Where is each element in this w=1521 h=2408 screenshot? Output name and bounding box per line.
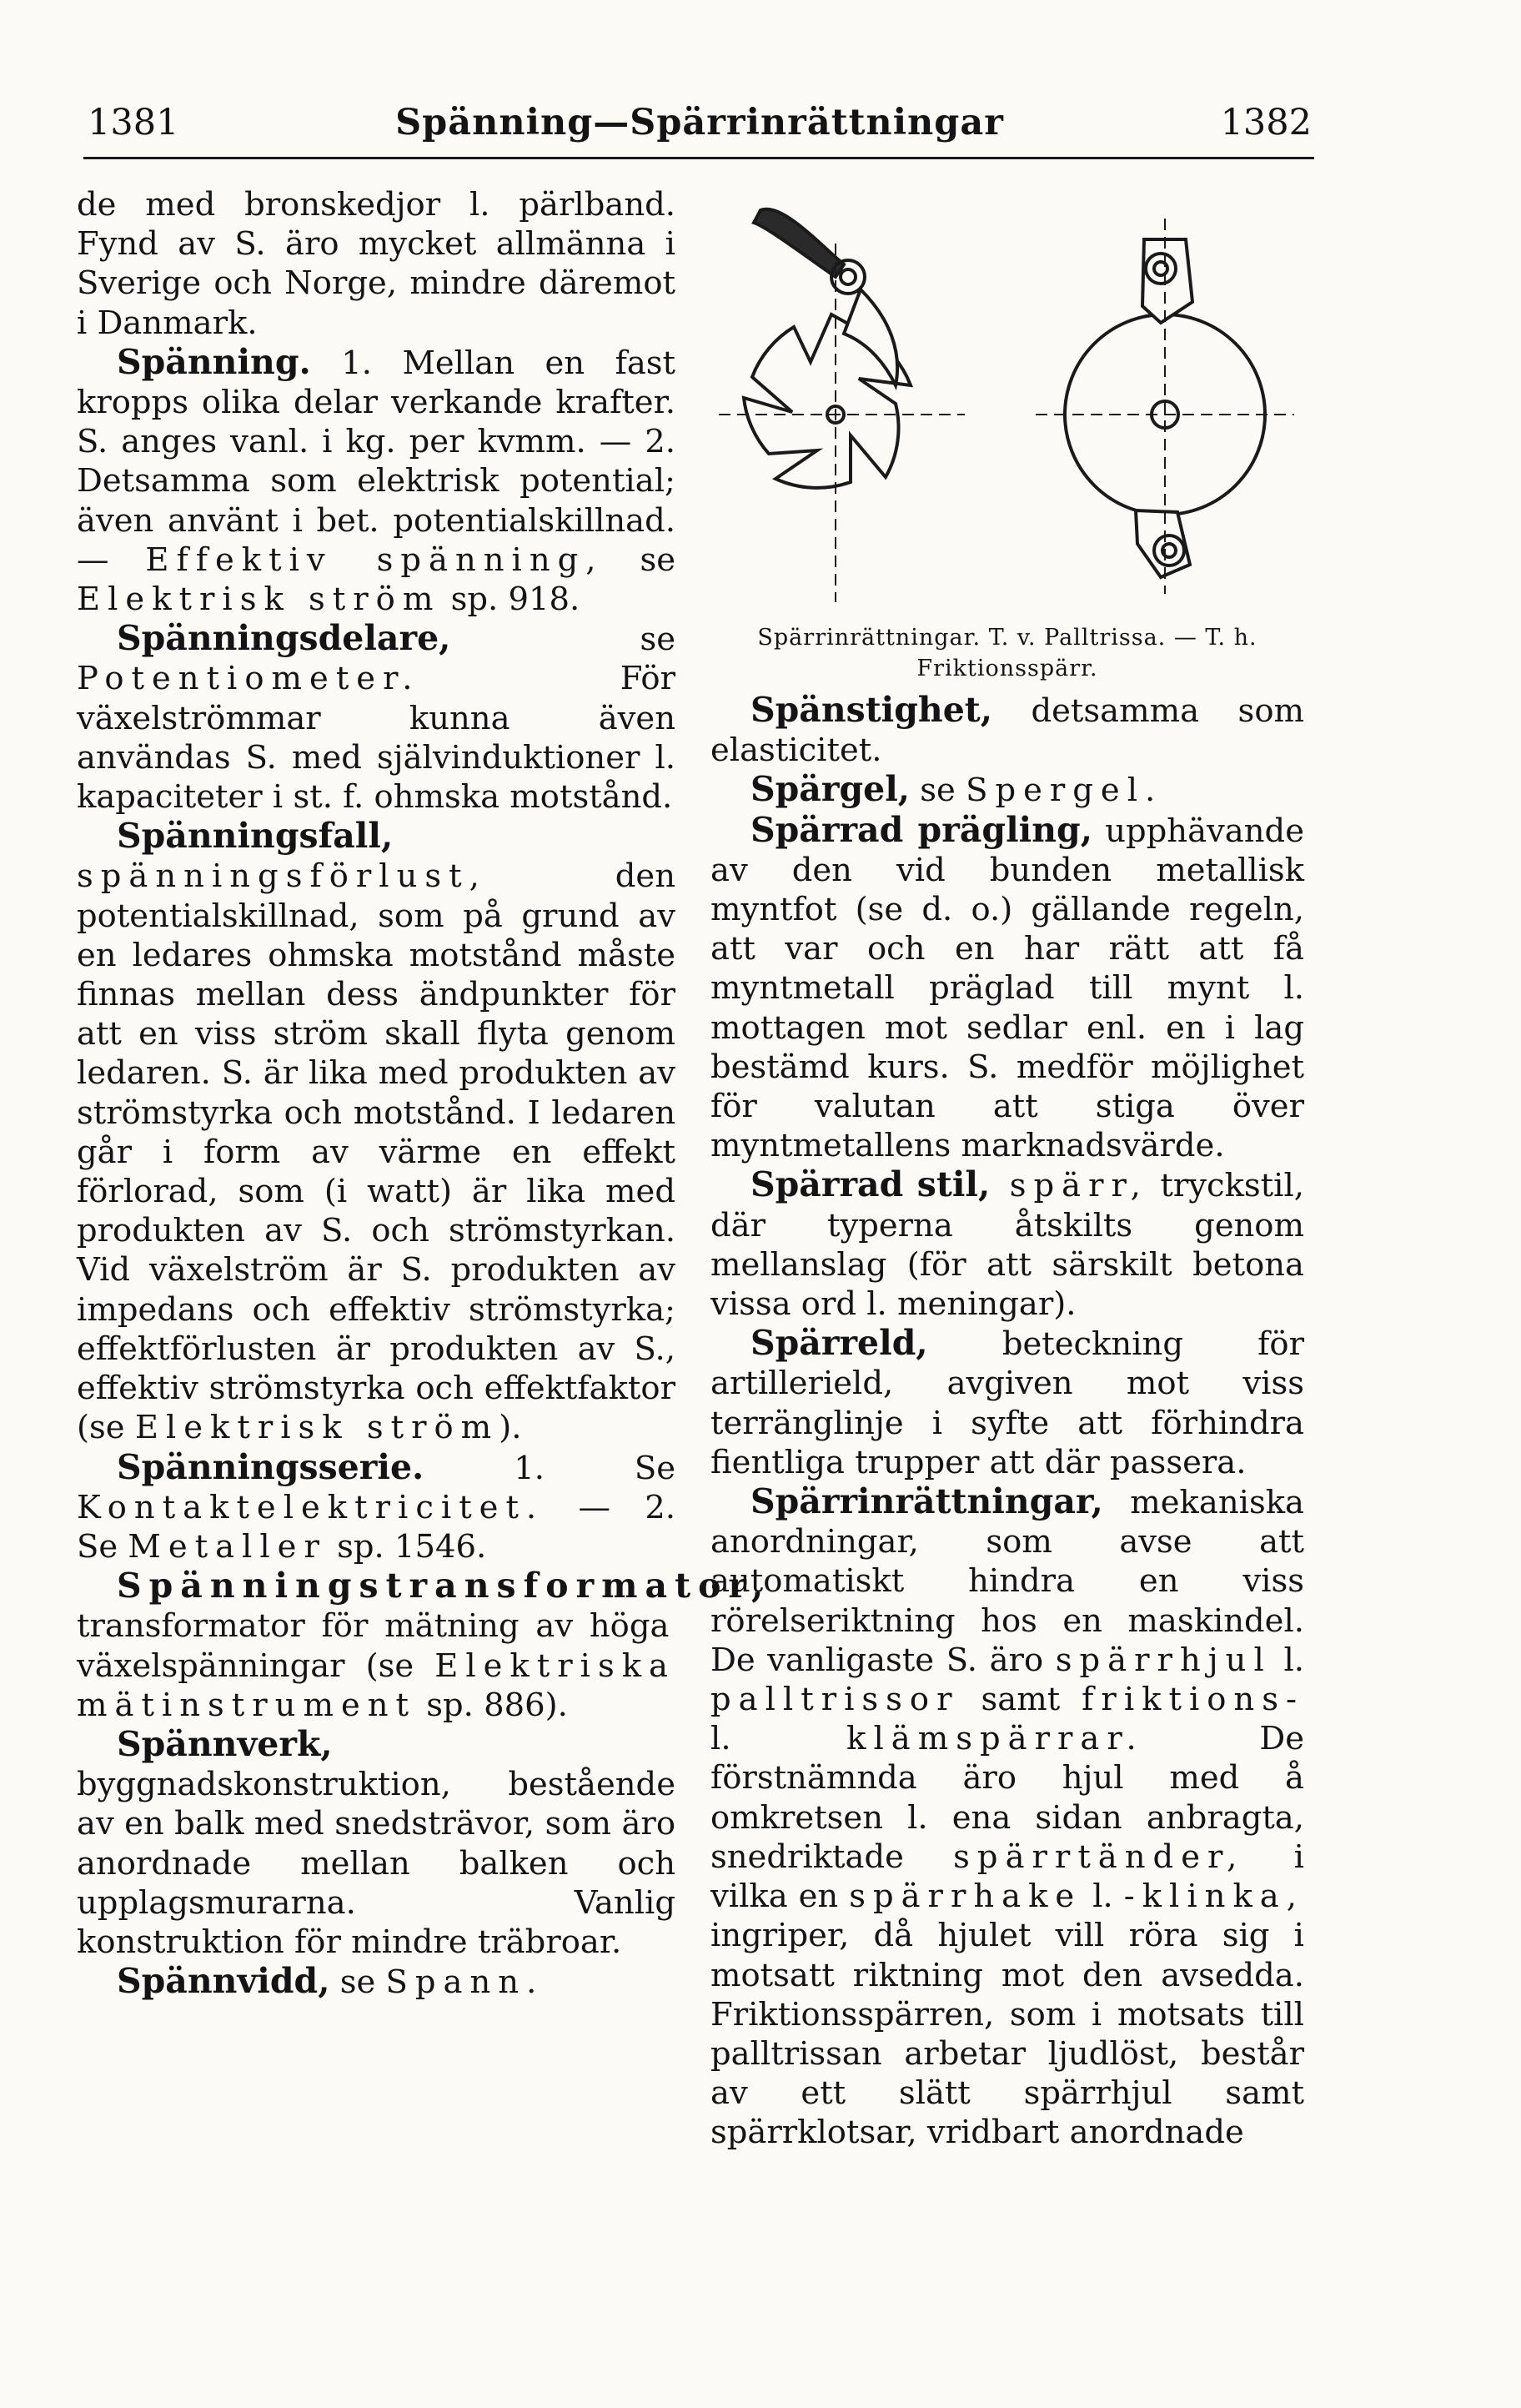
- entry-spanningsfall: Spänningsfall, spänningsförlust, den potentialskillnad, som på grund av en ledares ohmska motstånd måste finnas mellan dess ändpunkter för att en viss ström skall flyta genom ledaren. S. är lika med produkten av strömstyrka och motstånd. I ledaren går i form av värme en effekt förlorad, som (i watt) är lika med produkten av S. och strömstyrkan. Vid växelström är S. produkten av impedans och effektiv strömstyrka; effektförlusten är produkten av S., effektiv strömstyrka och effektfaktor (se Elektrisk ström).: [77, 816, 675, 1447]
- entry-spannvidd: Spännvidd, se Spann.: [117, 1961, 545, 2002]
- ratchet-illustration: [710, 185, 1304, 619]
- left-column: [77, 185, 771, 2002]
- entry-spanningstransformator: Spänningstransformator, transformator för mätning av höga växelspänningar (se Elektriska mätinstrument sp. 886).: [77, 1566, 771, 1724]
- figure-caption: Spärrinrättningar. T. v. Palltrissa. — T. h. Friktionsspärr.: [757, 625, 1257, 681]
- entry-spanning: Spänning. 1. Mellan en fast kropps olika delar verkande krafter. S. anges vanl. i kg. per kvmm. — 2. Detsamma som elektrisk potential; även använt i bet. potentialskillnad. — Effektiv spänning, se Elektrisk ström sp. 918.: [77, 341, 675, 619]
- page-header: [88, 93, 1312, 152]
- ratchet-figure: [710, 185, 1304, 619]
- pawl-arm: [754, 209, 844, 277]
- entry-spanningsdelare: Spänningsdelare, se Potentiometer. För växelströmmar kunna även användas S. med självinduktioner l. kapaciteter i st. f. ohmska motstånd.: [77, 618, 675, 817]
- entry-spargel: Spärgel, se Spergel.: [750, 769, 1163, 810]
- continued-paragraph: de med bronskedjor l. pärlband. Fynd av S. äro mycket allmänna i Sverige och Norge, mindre däremot i Danmark.: [77, 186, 675, 342]
- entry-sparrinrattningar: Spärrinrättningar, mekaniska anordningar, som avse att automatiskt hindra en viss rörelseriktning hos en maskindel. De vanligaste S. äro spärrhjul l. palltrissor samt friktions- l. klämspärrar. De förstnämnda äro hjul med å omkretsen l. ena sidan anbragta, snedriktade spärrtänder, i vilka en spärrhake l. -klinka, ingriper, då hjulet vill röra sig i motsatt riktning mot den avsedda. Friktionsspärren, som i motsats till palltrissan arbetar ljudlöst, består av ett slätt spärrhjul samt spärrklotsar, vridbart anordnade: [710, 1481, 1305, 2152]
- page-number-left: 1381: [88, 102, 179, 143]
- entry-sparreld: Spärreld, beteckning för artillerield, avgiven mot viss terränglinje i syfte att förhindra fientliga trupper att där passera.: [710, 1323, 1304, 1481]
- entry-spanstighet: Spänstighet, detsamma som elasticitet.: [710, 690, 1304, 770]
- header-rule: [83, 157, 1314, 159]
- right-column: [710, 185, 1304, 2153]
- running-title: Spänning—Spärrinrättningar: [395, 102, 1004, 143]
- pawl-hook: [844, 289, 897, 385]
- entry-sparrad-pragling: Spärrad prägling, upphävande av den vid bunden metallisk myntfot (se d. o.) gällande regeln, att var och en har rätt att få myntmetall präglad till mynt l. mottagen mot sedlar enl. en i lag bestämd kurs. S. medför möjlighet för valutan att stiga över myntmetallens marknadsvärde.: [710, 809, 1304, 1165]
- entry-spannverk: Spännverk, byggnadskonstruktion, bestående av en balk med snedsträvor, som äro anordnade mellan balken och upplagsmurarna. Vanlig konstruktion för mindre träbroar.: [77, 1723, 675, 1961]
- entry-spanningsserie: Spänningsserie. 1. Se Kontaktelektricitet. — 2. Se Metaller sp. 1546.: [77, 1446, 675, 1566]
- entry-sparrad-stil: Spärrad stil, spärr, tryckstil, där typerna åtskilts genom mellanslag (för att särskilt betona vissa ord l. meningar).: [710, 1164, 1304, 1324]
- page-number-right: 1382: [1220, 102, 1312, 143]
